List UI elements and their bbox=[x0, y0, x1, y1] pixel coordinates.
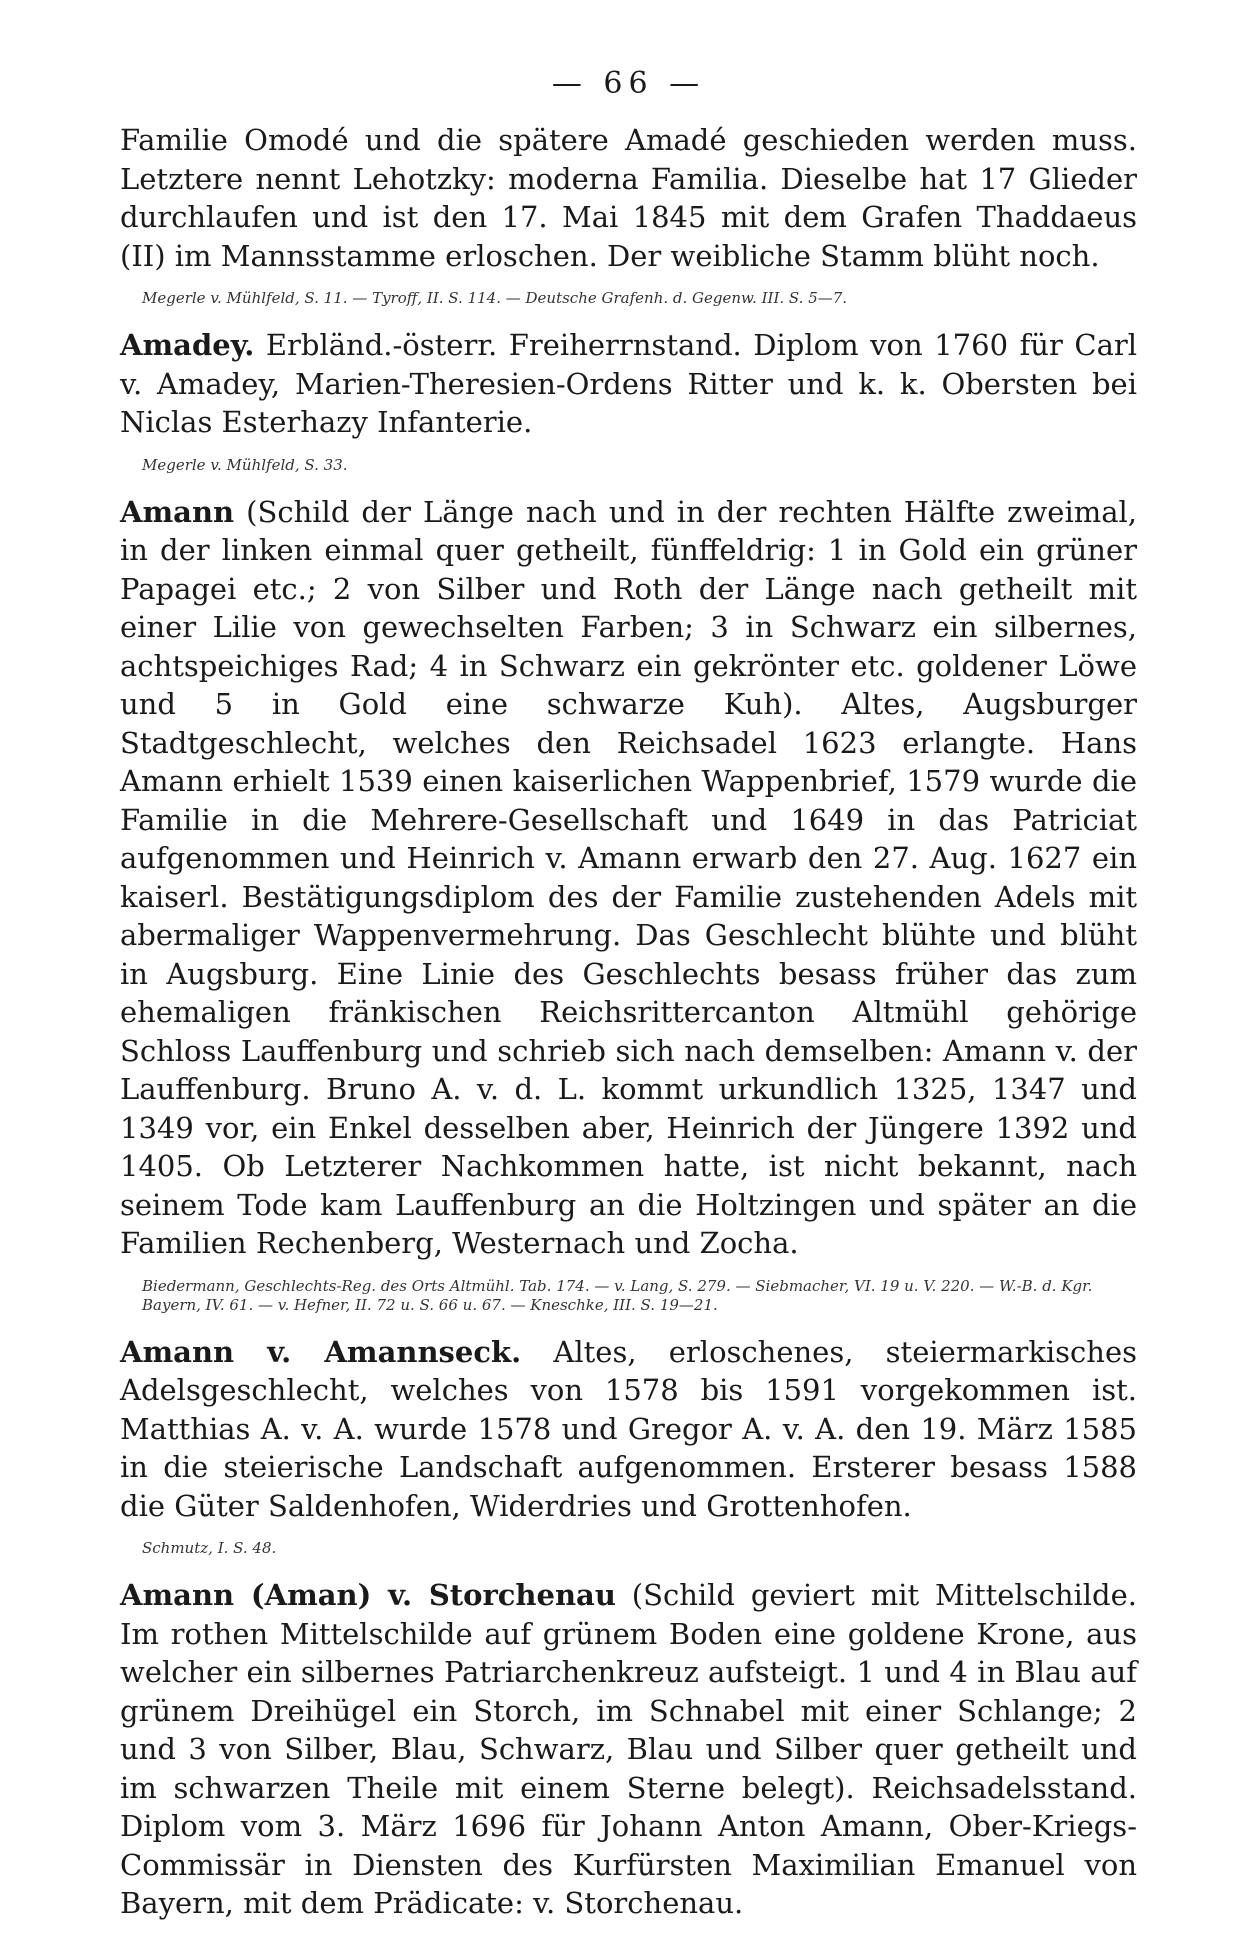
entry-text: Altes, erloschenes, steiermarkisches Adelsgeschlecht, welches von 1578 bis 1591 vorgekommen ist. Matthias A. v. A. wurde 1578 und Gregor A. v. A. den 19. März 1585 in die steierische Landschaft aufgenommen. Ersterer besass 1588 die Güter Saldenhofen, Widerdries und Grottenhofen. bbox=[120, 1334, 1138, 1523]
entry-reference: Megerle v. Mühlfeld, S. 11. — Tyroff, II. S. 114. — Deutsche Grafenh. d. Gegenw. III. S. 5—7. bbox=[142, 289, 848, 307]
entry-reference: Schmutz, I. S. 48. bbox=[142, 1539, 277, 1557]
entry-reference: Biedermann, Geschlechts-Reg. des Orts Altmühl. Tab. 174. — v. Lang, S. 279. — Siebmacher, VI. 19 u. V. 220. — W.-B. d. Kgr. Bayern, IV. 61. — v. Hefner, II. 72 u. S. 66 u. 67. — Kneschke, III. S. 19—21. bbox=[142, 1276, 1093, 1314]
entry-omode-continuation bbox=[120, 121, 1137, 308]
entry-heading: Amadey. bbox=[120, 328, 255, 362]
entry-amann-v-storchenau bbox=[120, 1576, 1137, 1923]
entry-heading: Amann v. Amannseck. bbox=[120, 1334, 522, 1369]
entry-amadey bbox=[120, 326, 1137, 475]
entry-reference: Megerle v. Mühlfeld, S. 33. bbox=[142, 455, 348, 474]
entry-text: (Schild geviert mit Mittelschilde. Im rothen Mittelschilde auf grünem Boden eine goldene Krone, aus welcher ein silbernes Patriarchenkreuz aufsteigt. 1 und 4 in Blau auf grünem Dreihügel ein Storch, im Schnabel mit einer Schlange; 2 und 3 von Silber, Blau, Schwarz, Blau und Silber quer getheilt und im schwarzen Theile mit einem Sterne belegt). Reichsadelsstand. Diplom vom 3. März 1696 für Johann Anton Amann, Ober-Kriegs-Commissär in Diensten des Kurfürsten Maximilian Emanuel von Bayern, mit dem Prädicate: v. Storchenau. bbox=[120, 1578, 1137, 1920]
entry-text: Erbländ.-österr. Freiherrnstand. Diplom von 1760 für Carl v. Amadey, Marien-Theresien-Ordens Ritter und k. k. Obersten bei Niclas Esterhazy Infanterie. bbox=[120, 328, 1138, 439]
page-number: — 66 — bbox=[551, 66, 706, 101]
entry-text: Familie Omodé und die spätere Amadé geschieden werden muss. Letztere nennt Lehotzky: moderna Familia. Dieselbe hat 17 Glieder durchlaufen und ist den 17. Mai 1845 mit dem Grafen Thaddaeus (II) im Mannsstamme erloschen. Der weibliche Stamm blüht noch. bbox=[120, 123, 1137, 273]
entry-amann bbox=[120, 493, 1137, 1315]
entry-text: (Schild der Länge nach und in der rechten Hälfte zweimal, in der linken einmal quer getheilt, fünffeldrig: 1 in Gold ein grüner Papagei etc.; 2 von Silber und Roth der Länge nach getheilt mit einer Lilie von gewechselten Farben; 3 in Schwarz ein silbernes, achtspeichiges Rad; 4 in Schwarz ein gekrönter etc. goldener Löwe und 5 in Gold eine schwarze Kuh). Altes, Augsburger Stadtgeschlecht, welches den Reichsadel 1623 erlangte. Hans Amann erhielt 1539 einen kaiserlichen Wappenbrief, 1579 wurde die Familie in die Mehrere-Gesellschaft und 1649 in das Patriciat aufgenommen und Heinrich v. Amann erwarb den 27. Aug. 1627 ein kaiserl. Bestätigungsdiplom des der Familie zustehenden Adels mit abermaliger Wappenvermehrung. Das Geschlecht blühte und blüht in Augsburg. Eine Linie des Geschlechts besass früher das zum ehemaligen fränkischen Reichsrittercanton Altmühl gehörige Schloss Lauffenburg und schrieb sich nach demselben: Amann v. der Lauffenburg. Bruno A. v. d. L. kommt urkundlich 1325, 1347 und 1349 vor, ein Enkel desselben aber, Heinrich der Jüngere 1392 und 1405. Ob Letzterer Nachkommen hatte, ist nicht bekannt, nach seinem Tode kam Lauffenburg an die Holtzingen und später an die Familien Rechenberg, Westernach und Zocha. bbox=[120, 494, 1137, 1260]
entry-heading: Amann (Aman) v. Storchenau bbox=[120, 1578, 616, 1612]
entry-amann-v-amannseck bbox=[120, 1333, 1137, 1559]
entry-heading: Amann bbox=[120, 494, 235, 529]
